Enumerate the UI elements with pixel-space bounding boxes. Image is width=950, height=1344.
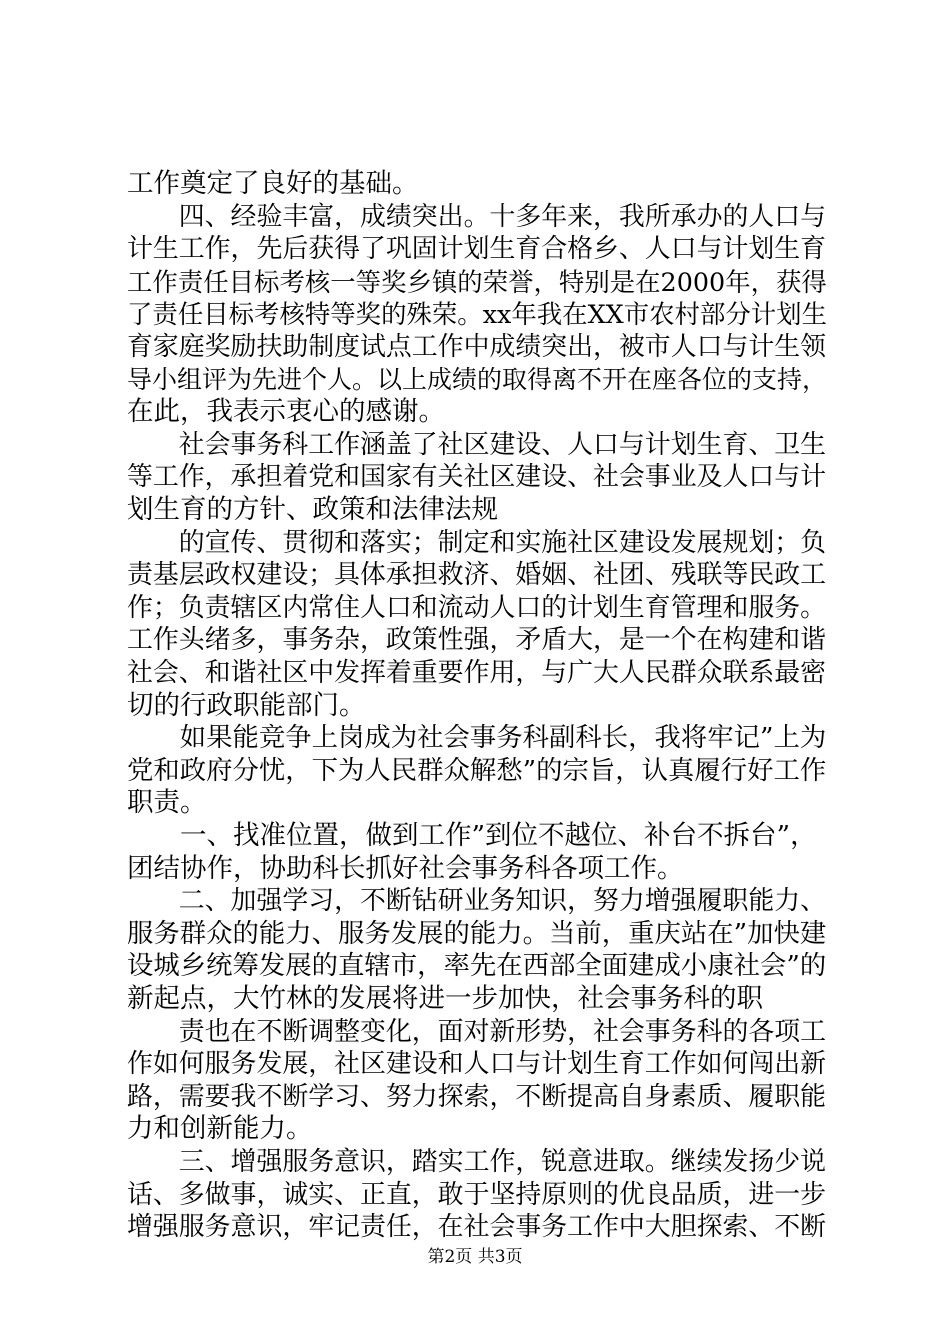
text-line: 路，需要我不断学习、努力探索，不断提高自身素质、履职能	[127, 1081, 827, 1112]
text-line: 如果能竞争上岗成为社会事务科副科长，我将牢记”上为	[127, 723, 827, 754]
text-line: 增强服务意识，牢记责任，在社会事务工作中大胆探索、不断	[127, 1212, 827, 1243]
text-line: 在此，我表示衷心的感谢。	[127, 396, 445, 428]
text-line: 了责任目标考核特等奖的殊荣。xx年我在XX市农村部分计划生	[127, 299, 827, 330]
text-line: 一、找准位置，做到工作”到位不越位、补台不拆台”，	[127, 820, 817, 851]
text-line: 计生工作，先后获得了巩固计划生育合格乡、人口与计划生育	[127, 234, 827, 265]
text-line: 等工作，承担着党和国家有关社区建设、社会事业及人口与计	[127, 462, 827, 493]
text-line: 党和政府分忧，下为人民群众解愁”的宗旨，认真履行好工作	[127, 755, 827, 786]
text-line: 服务群众的能力、服务发展的能力。当前，重庆站在”加快建	[127, 918, 827, 949]
text-line: 新起点，大竹林的发展将进一步加快，社会事务科的职	[127, 983, 763, 1014]
text-line: 力和创新能力。	[127, 1113, 313, 1145]
text-line: 社会、和谐社区中发挥着重要作用，与广大人民群众联系最密	[127, 658, 827, 688]
text-line: 团结协作，协助科长抓好社会事务科各项工作。	[127, 852, 684, 884]
text-line: 四、经验丰富，成绩突出。十多年来，我所承办的人口与	[127, 201, 827, 232]
text-line: 职责。	[127, 787, 207, 819]
text-line: 工作头绪多，事务杂，政策性强，矛盾大，是一个在构建和谐	[127, 625, 827, 656]
text-line: 责也在不断调整变化，面对新形势，社会事务科的各项工	[127, 1016, 827, 1047]
page-footer: 第2页 共3页	[427, 1247, 523, 1267]
text-line: 工作奠定了良好的基础。	[127, 168, 419, 199]
text-line: 话、多做事，诚实、正直，敢于坚持原则的优良品质，进一步	[127, 1179, 827, 1210]
text-line: 导小组评为先进个人。以上成绩的取得离不开在座各位的支持，	[127, 364, 828, 394]
text-line: 工作责任目标考核一等奖乡镇的荣誉，特别是在2000年，获得	[127, 266, 827, 297]
text-line: 的宣传、贯彻和落实；制定和实施社区建设发展规划；负	[127, 527, 827, 558]
text-line: 切的行政职能部门。	[127, 689, 366, 721]
text-line: 责基层政权建设；具体承担救济、婚姻、社团、残联等民政工	[127, 560, 827, 591]
text-line: 划生育的方针、政策和法律法规	[127, 494, 498, 525]
text-line: 作如何服务发展，社区建设和人口与计划生育工作如何闯出新	[127, 1049, 827, 1080]
text-line: 二、加强学习，不断钻研业务知识，努力增强履职能力、	[127, 886, 827, 917]
text-line: 社会事务科工作涵盖了社区建设、人口与计划生育、卫生	[127, 429, 827, 460]
text-line: 作；负责辖区内常住人口和流动人口的计划生育管理和服务。	[127, 592, 827, 623]
text-line: 育家庭奖励扶助制度试点工作中成绩突出，被市人口与计生领	[127, 332, 827, 362]
text-line: 设城乡统筹发展的直辖市，率先在西部全面建成小康社会”的	[127, 951, 827, 982]
text-line: 三、增强服务意识，踏实工作，锐意进取。继续发扬少说	[127, 1147, 827, 1177]
